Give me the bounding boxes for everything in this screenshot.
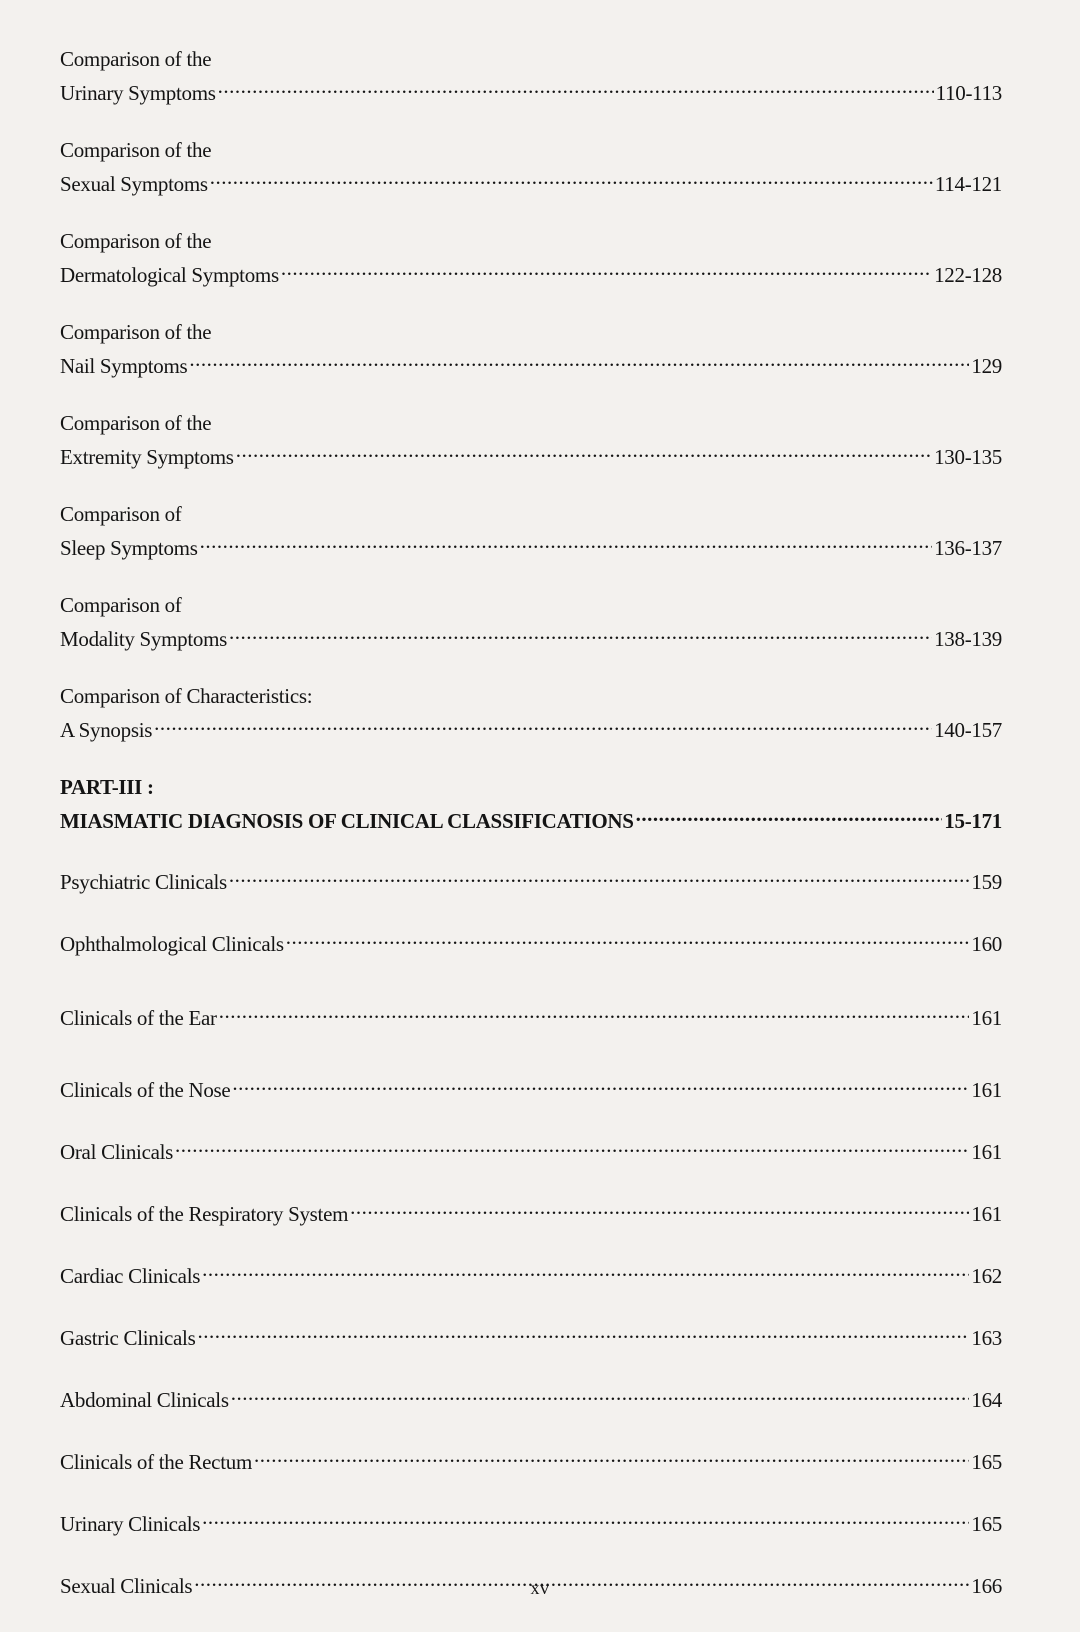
toc-entry-label: Gastric Clinicals (60, 1326, 196, 1350)
toc-entry (60, 1070, 1002, 1104)
toc-entry-label: Ophthalmological Clinicals (60, 932, 284, 956)
toc-entry-pages: 162 (971, 1264, 1002, 1288)
toc-entry-row (60, 1504, 1002, 1538)
toc-entry-row (60, 801, 1002, 835)
toc-entry-heading: Comparison of the (60, 47, 212, 71)
toc-entry-label: Clinicals of the Ear (60, 1006, 217, 1030)
toc-entry (60, 1504, 1002, 1538)
toc-entry-pages: 136-137 (934, 536, 1002, 560)
part-heading: PART-III : (60, 775, 154, 799)
toc-entry-pages: 160 (971, 932, 1002, 956)
toc-entry-label: Oral Clinicals (60, 1140, 174, 1164)
toc-entry-label: Dermatological Symptoms (60, 263, 279, 287)
toc-entry-pages: 161 (971, 1202, 1002, 1226)
toc-entry (60, 46, 1002, 107)
toc-entry-row (60, 1132, 1002, 1166)
toc-entry (60, 1380, 1002, 1414)
toc-entry-pages: 114-121 (934, 172, 1002, 196)
toc-entry-row (60, 1442, 1002, 1476)
dot-leader (219, 998, 970, 1025)
toc-entry-row (60, 437, 1002, 471)
toc-entry-pages: 110-113 (935, 81, 1002, 105)
toc-entry-pages: 164 (971, 1388, 1002, 1412)
toc-entry (60, 410, 1002, 471)
toc-entry-label: A Synopsis (60, 718, 153, 742)
toc-entry-heading: Comparison of (60, 502, 182, 526)
dot-leader (189, 346, 969, 373)
dot-leader (154, 710, 932, 737)
toc-entry-label: Clinicals of the Nose (60, 1078, 231, 1102)
part-title: MIASMATIC DIAGNOSIS OF CLINICAL CLASSIFICATIONS (60, 809, 634, 833)
dot-leader (636, 801, 943, 828)
toc-entry (60, 501, 1002, 562)
toc-entry-heading: Comparison of (60, 593, 182, 617)
toc-entry-pages: 165 (971, 1450, 1002, 1474)
toc-entry-label: Sexual Clinicals (60, 1574, 193, 1598)
toc-entry-row (60, 73, 1002, 107)
toc-entry-pages: 159 (971, 870, 1002, 894)
dot-leader (281, 255, 932, 282)
dot-leader (350, 1194, 969, 1221)
toc-entry (60, 592, 1002, 653)
dot-leader (231, 1380, 970, 1407)
toc-entry (60, 683, 1002, 744)
toc-entry-row (60, 710, 1002, 744)
dot-leader (229, 619, 932, 646)
toc-entry-label: Clinicals of the Respiratory System (60, 1202, 349, 1226)
toc-entry-label: Clinicals of the Rectum (60, 1450, 252, 1474)
toc-entry-row (60, 528, 1002, 562)
toc-entry (60, 998, 1002, 1032)
toc-entry-label: Extremity Symptoms (60, 445, 234, 469)
toc-entry (60, 1194, 1002, 1228)
toc-entry-pages: 163 (971, 1326, 1002, 1350)
toc-entry-row (60, 1070, 1002, 1104)
toc-entry-label: Sleep Symptoms (60, 536, 198, 560)
toc-entry-row (60, 1256, 1002, 1290)
dot-leader (202, 1256, 969, 1283)
toc-entry-heading: Comparison of the (60, 320, 212, 344)
toc-entry (60, 1442, 1002, 1476)
toc-entry-row (60, 346, 1002, 380)
toc-entry-row (60, 164, 1002, 198)
toc-entry-row (60, 998, 1002, 1032)
toc-entry-row (60, 1194, 1002, 1228)
dot-leader (229, 862, 969, 889)
toc-entry-row (60, 255, 1002, 289)
toc-entry-label: Urinary Clinicals (60, 1512, 201, 1536)
toc-entry-label: Urinary Symptoms (60, 81, 216, 105)
dot-leader (200, 528, 933, 555)
toc-entry (60, 137, 1002, 198)
dot-leader (210, 164, 933, 191)
toc-entry-pages: 161 (971, 1078, 1002, 1102)
toc-entry-heading: Comparison of the (60, 229, 212, 253)
toc-entry-row (60, 619, 1002, 653)
dot-leader (202, 1504, 969, 1531)
toc-entry (60, 1318, 1002, 1352)
page-number: xv (530, 1578, 550, 1598)
toc-entry-label: Cardiac Clinicals (60, 1264, 201, 1288)
toc-entry-label: Modality Symptoms (60, 627, 228, 651)
toc-entry-label: Psychiatric Clinicals (60, 870, 227, 894)
toc-entry-pages: 122-128 (934, 263, 1002, 287)
toc-entry-pages: 166 (971, 1574, 1002, 1598)
toc-entry-pages: 130-135 (934, 445, 1002, 469)
toc-entry-pages: 161 (971, 1140, 1002, 1164)
toc-entry-row (60, 1380, 1002, 1414)
toc-entry (60, 228, 1002, 289)
toc-entry-pages: 165 (971, 1512, 1002, 1536)
dot-leader (175, 1132, 969, 1159)
toc-entry-row (60, 1318, 1002, 1352)
toc-entry-heading: Comparison of Characteristics: (60, 684, 313, 708)
toc-entry (60, 1132, 1002, 1166)
toc-entry-pages: 129 (971, 354, 1002, 378)
toc-entry (60, 319, 1002, 380)
dot-leader (286, 924, 970, 951)
dot-leader (254, 1442, 969, 1469)
toc-entry-row (60, 862, 1002, 896)
toc-entry (60, 862, 1002, 896)
dot-leader (232, 1070, 969, 1097)
toc-entry-label: Nail Symptoms (60, 354, 188, 378)
toc-entry (60, 1256, 1002, 1290)
toc-entry-pages: 15-171 (944, 809, 1002, 833)
toc-entry-heading: Comparison of the (60, 138, 212, 162)
dot-leader (218, 73, 934, 100)
toc-entry-pages: 140-157 (934, 718, 1002, 742)
toc-entry-pages: 138-139 (934, 627, 1002, 651)
toc-entry-label: Sexual Symptoms (60, 172, 208, 196)
toc-entry-pages: 161 (971, 1006, 1002, 1030)
toc-entry-heading: Comparison of the (60, 411, 212, 435)
dot-leader (236, 437, 932, 464)
toc-entry (60, 924, 1002, 958)
dot-leader (197, 1318, 969, 1345)
toc-entry-label: Abdominal Clinicals (60, 1388, 229, 1412)
toc-entry-row (60, 924, 1002, 958)
part-heading-entry (60, 774, 1002, 835)
table-of-contents (60, 46, 1002, 1600)
